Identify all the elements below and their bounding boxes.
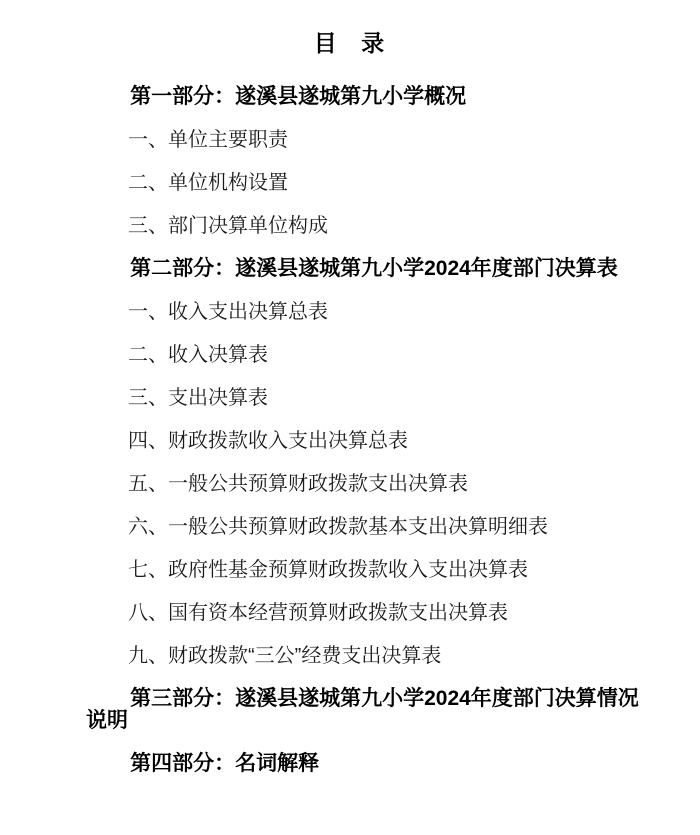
toc-part1-item-3: 三、部门决算单位构成 <box>128 215 328 237</box>
toc-part2-item-9: 九、财政拨款“三公”经费支出决算表 <box>128 645 442 667</box>
toc-part2-item-8: 八、国有资本经营预算财政拨款支出决算表 <box>128 602 508 624</box>
toc-part2-heading: 第二部分：遂溪县遂城第九小学2024年度部门决算表 <box>130 257 618 280</box>
toc-part2-item-2: 二、收入决算表 <box>128 344 268 366</box>
toc-part4-heading: 第四部分：名词解释 <box>130 752 320 775</box>
toc-part2-item-1: 一、收入支出决算总表 <box>128 301 328 323</box>
toc-part1-item-2: 二、单位机构设置 <box>128 172 288 194</box>
toc-part2-item-7: 七、政府性基金预算财政拨款收入支出决算表 <box>128 559 528 581</box>
toc-part3-heading: 第三部分：遂溪县遂城第九小学2024年度部门决算情况说明 <box>86 687 639 732</box>
table-of-contents <box>0 86 700 775</box>
toc-part2-item-6: 六、一般公共预算财政拨款基本支出决算明细表 <box>128 516 548 538</box>
toc-part1-item-1: 一、单位主要职责 <box>128 129 288 151</box>
toc-part1-heading: 第一部分：遂溪县遂城第九小学概况 <box>130 85 467 108</box>
toc-part2-item-3: 三、支出决算表 <box>128 387 268 409</box>
page-title: 目 录 <box>313 30 387 56</box>
toc-part2-item-5: 五、一般公共预算财政拨款支出决算表 <box>128 473 468 495</box>
toc-part2-item-4: 四、财政拨款收入支出决算总表 <box>128 430 408 452</box>
